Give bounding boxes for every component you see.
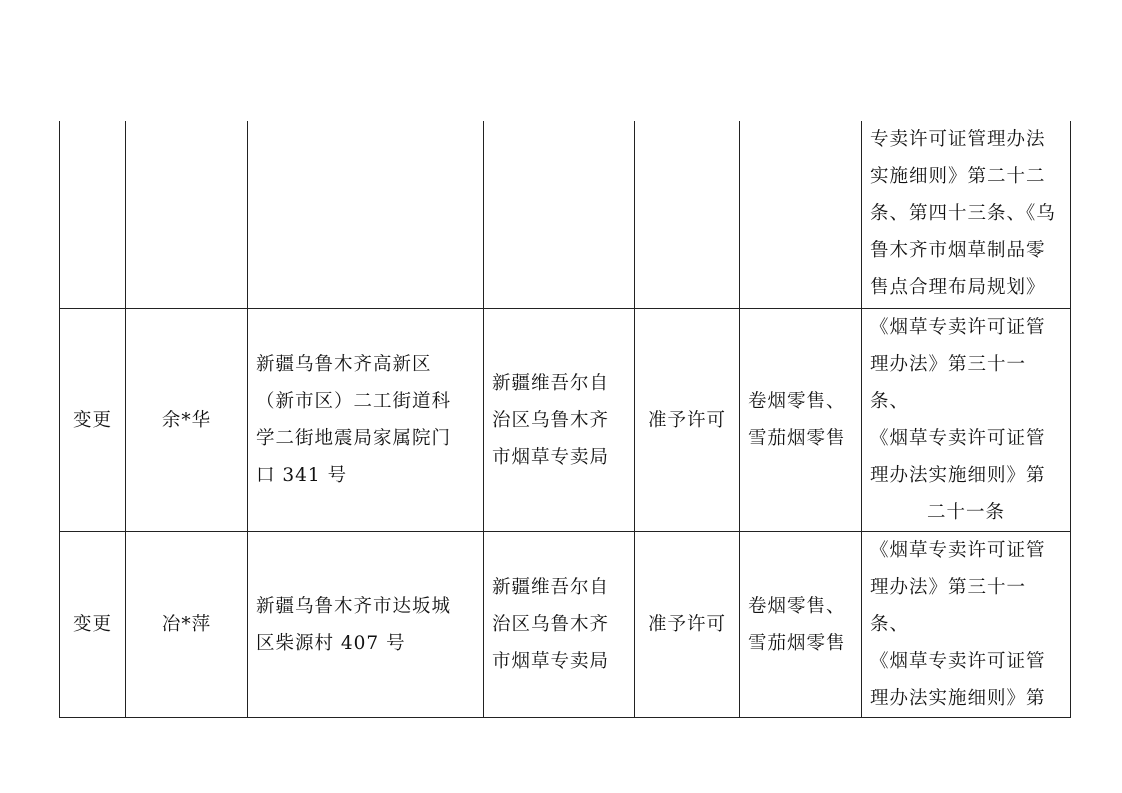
basis-line: 《烟草专卖许可证管 [870,428,1046,449]
basis-line: 理办法》第三十一条、 [870,354,1027,412]
type-cell: 变更 [60,532,126,718]
address-cell [248,532,484,718]
scope-line: 卷烟零售、 [748,595,846,617]
scope-cell [740,309,862,532]
type-cell: 变更 [60,309,126,532]
authority-cell [484,532,635,718]
basis-line: 理办法实施细则》第 [870,465,1046,486]
table-row [60,121,1071,309]
address-line: 学二街地震局家属院门 [256,428,452,449]
name-cell [126,121,248,309]
basis-line: 鲁木齐市烟草制品零 [870,240,1046,261]
authority-line: 市烟草专卖局 [492,651,610,672]
basis-line: 二十一条 [926,502,1005,523]
basis-line: 专卖许可证管理办法 [870,129,1046,150]
basis-line: 理办法实施细则》第 [870,688,1046,709]
address-line: 区柴源村 407 号 [256,632,406,654]
scope-cell [740,121,862,309]
address-cell [248,309,484,532]
basis-cell [862,121,1071,309]
authority-line: 新疆维吾尔自 [492,372,610,394]
address-line: 口 341 号 [256,465,348,486]
authority-line: 治区乌鲁木齐 [492,409,610,431]
scope-line: 雪茄烟零售 [748,632,846,654]
authority-cell [484,121,635,309]
decision-cell: 准予许可 [635,532,740,718]
basis-line: 《烟草专卖许可证管 [870,651,1046,672]
basis-line: 《烟草专卖许可证管 [870,317,1046,338]
type-cell [60,121,126,309]
decision-cell [635,121,740,309]
name-cell: 冶*萍 [126,532,248,718]
scope-cell [740,532,862,718]
name-cell: 余*华 [126,309,248,532]
address-line: 新疆乌鲁木齐市达坂城 [256,595,452,617]
address-cell [248,121,484,309]
address-line: 新疆乌鲁木齐高新区 [256,354,432,375]
basis-cell [862,532,1071,718]
decision-cell: 准予许可 [635,309,740,532]
table-row [60,532,1071,718]
basis-line: 售点合理布局规划》 [870,277,1046,298]
basis-line: 《烟草专卖许可证管 [870,540,1046,561]
table-row [60,309,1071,532]
scope-line: 雪茄烟零售 [748,428,846,449]
basis-cell [862,309,1071,532]
scope-line: 卷烟零售、 [748,391,846,412]
basis-line: 理办法》第三十一条、 [870,577,1027,635]
address-line: （新市区）二工街道科 [256,391,452,412]
license-table [59,121,1071,718]
basis-line: 条、第四十三条、《乌 [870,203,1056,224]
authority-line: 市烟草专卖局 [492,446,610,468]
basis-line: 实施细则》第二十二 [870,166,1046,187]
authority-line: 治区乌鲁木齐 [492,614,610,635]
authority-line: 新疆维吾尔自 [492,577,610,598]
authority-cell [484,309,635,532]
